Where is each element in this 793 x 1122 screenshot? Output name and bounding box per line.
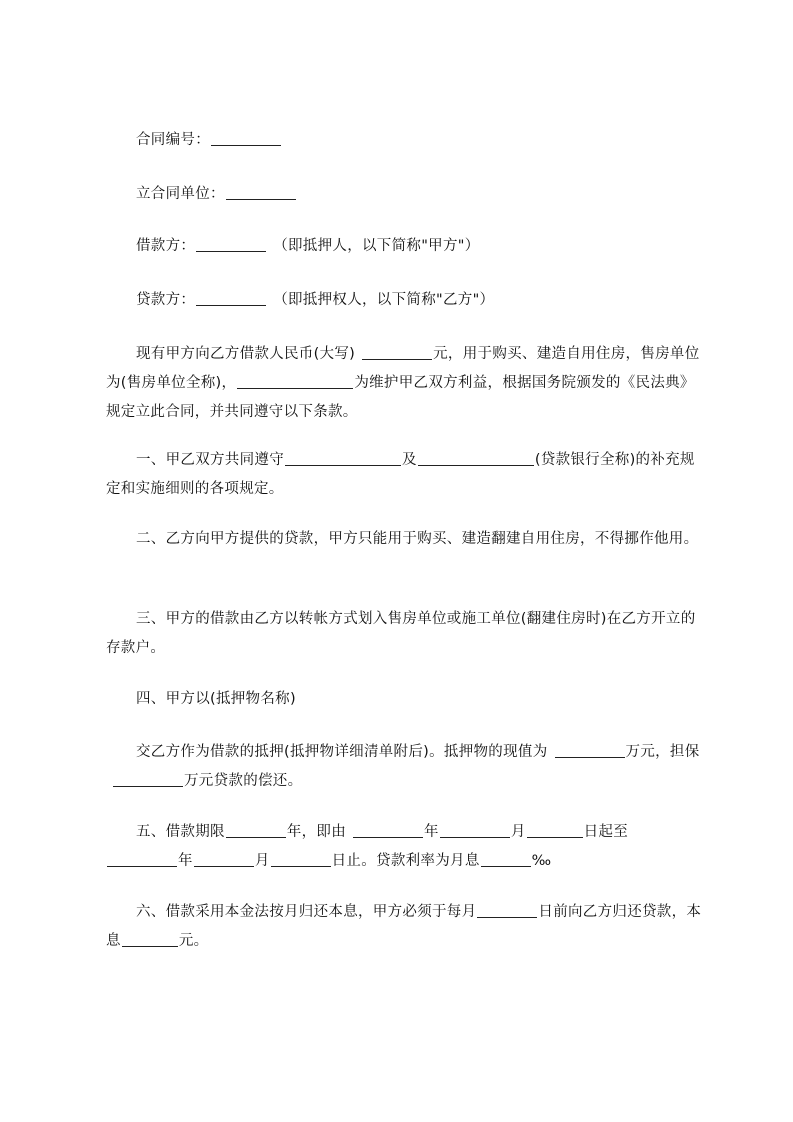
intro-text-1: 现有甲方向乙方借款人民币(大写): [136, 346, 356, 362]
lender-blank: [196, 291, 266, 306]
intro-paragraph: [106, 340, 704, 427]
start-year-blank: [353, 823, 423, 838]
clause-2-text: 二、乙方向甲方提供的贷款，甲方只能用于购买、建造翻建自用住房，不得挪作他用。: [136, 531, 699, 547]
clause-5-permille: ‰: [531, 853, 552, 869]
lender-line: [136, 286, 696, 315]
start-day-blank: [527, 823, 583, 838]
repay-day-blank: [477, 903, 537, 918]
clause-5-text-1: 五、借款期限: [136, 824, 225, 840]
borrower-note: （即抵押人，以下简称"甲方"）: [273, 238, 480, 254]
end-day-blank: [271, 852, 331, 867]
clause-5-y2: 年: [178, 853, 193, 869]
end-month-blank: [194, 852, 254, 867]
contract-number-blank: [211, 131, 281, 146]
clause-6-text-1: 六、借款采用本金法按月归还本息，甲方必须于每月: [136, 904, 477, 920]
lender-note: （即抵押权人，以下简称"乙方"）: [273, 292, 495, 308]
borrower-line: [136, 232, 696, 261]
clause-4-continued: [106, 738, 704, 796]
clause-1-blank-1: [285, 451, 401, 466]
clause-1: [106, 446, 704, 504]
clause-5-m2: 月: [254, 853, 270, 869]
collateral-value-blank: [555, 743, 625, 758]
clause-3-text: 三、甲方的借款由乙方以转帐方式划入售房单位或施工单位(翻建住房时)在乙方开立的存款户。: [106, 611, 696, 656]
start-month-blank: [440, 823, 510, 838]
clause-5-to: 日止。贷款利率为月息: [331, 853, 480, 869]
clause-2: [106, 525, 704, 554]
clause-4b-text-1: 交乙方作为借款的抵押(抵押物详细清单附后)。抵押物的现值为: [136, 744, 548, 760]
borrower-blank: [196, 237, 266, 252]
clause-1-and: 及: [402, 452, 417, 468]
contracting-unit-blank: [226, 185, 296, 200]
clause-5-m1: 月: [510, 824, 526, 840]
clause-5: [106, 818, 704, 876]
interest-rate-blank: [481, 852, 531, 867]
clause-6: [106, 898, 704, 956]
contract-number-line: [136, 126, 696, 155]
clause-4b-text-2: 万元贷款的偿还。: [184, 773, 303, 789]
contract-number-label: 合同编号：: [136, 132, 210, 148]
clause-1-blank-2: [418, 451, 534, 466]
end-year-blank: [107, 852, 177, 867]
intro-text-3: 为维护甲乙双方利益，根据国务院颁发的《民法典》规定立此合同，并共同遵守以下条款。: [106, 375, 695, 420]
clause-4b-wan: 万元，担保: [625, 744, 700, 760]
clause-4-text: 四、甲方以(抵押物名称): [136, 691, 296, 707]
repay-amount-blank: [122, 932, 178, 947]
seller-name-blank: [237, 374, 353, 389]
contracting-unit-label: 立合同单位：: [136, 186, 225, 202]
clause-5-y1: 年: [424, 824, 439, 840]
term-years-blank: [226, 823, 286, 838]
clause-4: [136, 685, 696, 714]
clause-6-text-2: 日前向乙方归还贷款，本息: [106, 904, 702, 949]
clause-3: [106, 605, 704, 663]
clause-1-text-1: 一、甲乙双方共同遵守: [136, 452, 284, 468]
clause-5-from: 日起至: [583, 824, 629, 840]
clause-1-text-2: (贷款银行全称)的补充规定和实施细则的各项规定。: [106, 452, 695, 497]
borrower-label: 借款方：: [136, 238, 196, 254]
loan-amount-blank: [362, 345, 432, 360]
guarantee-amount-blank: [113, 772, 183, 787]
lender-label: 贷款方：: [136, 292, 196, 308]
contracting-unit-line: [136, 180, 696, 209]
clause-5-year: 年，即由: [286, 824, 347, 840]
clause-6-yuan: 元。: [178, 933, 209, 949]
intro-text-2: 元，用于购买、建造自用住房，售房单位为(售房单位全称)，: [106, 346, 700, 391]
